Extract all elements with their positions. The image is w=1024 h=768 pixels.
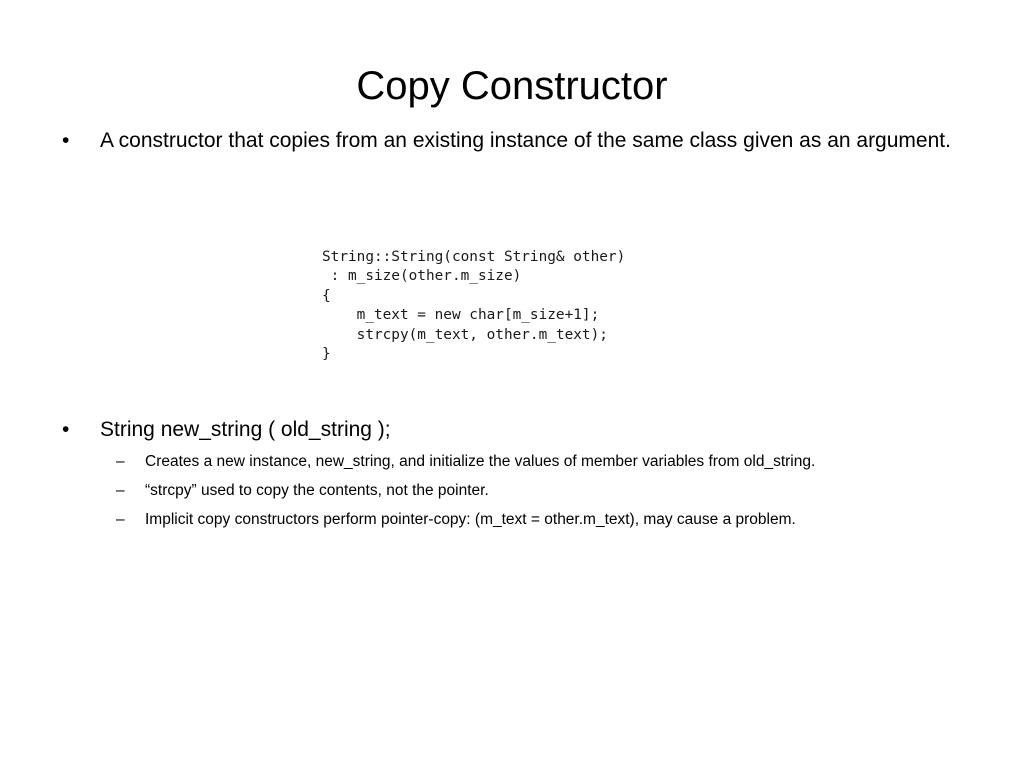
code-line: m_text = new char[m_size+1];	[322, 307, 600, 324]
sub-bullet-marker: –	[116, 482, 125, 499]
sub-bullet-text: Creates a new instance, new_string, and initialize the values of member variables from old_string.	[145, 453, 816, 470]
bullet-marker: •	[62, 129, 70, 152]
code-snippet	[322, 248, 722, 364]
code-line: }	[322, 345, 331, 362]
bullet-marker: •	[62, 418, 70, 441]
code-line: {	[322, 287, 331, 304]
sub-bullet-marker: –	[116, 453, 125, 470]
code-line: strcpy(m_text, other.m_text);	[322, 326, 608, 343]
bullet-text: String new_string ( old_string );	[100, 418, 391, 441]
bullet-text: A constructor that copies from an existing instance of the same class given as an argument.	[100, 129, 951, 152]
sub-bullet-text: “strcpy” used to copy the contents, not the pointer.	[145, 482, 489, 499]
slide-title: Copy Constructor	[356, 63, 668, 108]
code-line: String::String(const String& other)	[322, 249, 626, 265]
sub-bullet-marker: –	[116, 511, 125, 528]
code-line: : m_size(other.m_size)	[322, 268, 522, 285]
sub-bullet-text: Implicit copy constructors perform pointer-copy: (m_text = other.m_text), may cause a problem.	[145, 511, 796, 528]
